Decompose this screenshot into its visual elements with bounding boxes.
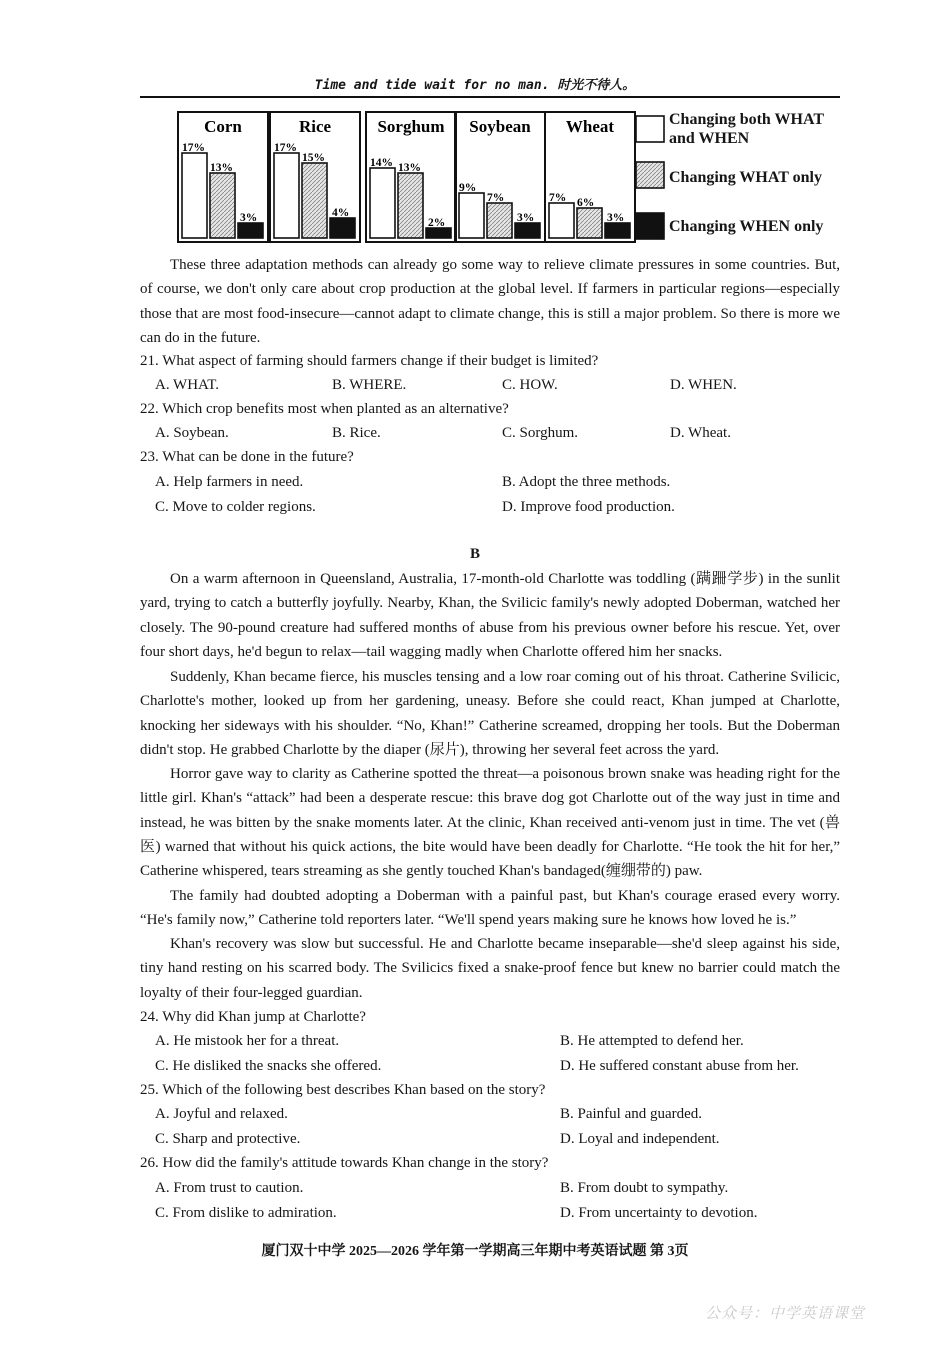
- question-23-stem: 23. What can be done in the future?: [140, 449, 354, 465]
- panel-title-sorghum: Sorghum: [377, 117, 445, 136]
- bar-label-rice-series-1: 17%: [274, 142, 297, 154]
- bar-label-sorghum-series-1: 14%: [370, 157, 393, 169]
- bar-sorghum-series-3: [426, 228, 451, 238]
- question-26-stem: 26. How did the family's attitude towards Khan change in the story?: [140, 1155, 549, 1171]
- bar-rice-series-3: [330, 218, 355, 238]
- question-25-stem: 25. Which of the following best describes Khan based on the story?: [140, 1082, 546, 1098]
- question-25-option-a[interactable]: A. Joyful and relaxed.: [155, 1106, 288, 1122]
- bar-label-wheat-series-3: 3%: [607, 212, 625, 224]
- passage-b-paragraph-4: The family had doubted adopting a Doberman with a painful past, but Khan's courage erased every worry. “He's family now,” Catherine told reporters later. “We'll spend years making sure he knows how loved he is.”: [140, 888, 840, 929]
- question-21-stem: 21. What aspect of farming should farmers change if their budget is limited?: [140, 353, 599, 369]
- bar-wheat-series-1: [549, 203, 574, 238]
- question-24-option-b[interactable]: B. He attempted to defend her.: [560, 1033, 744, 1049]
- question-26-option-b[interactable]: B. From doubt to sympathy.: [560, 1180, 729, 1196]
- legend-label-when: Changing WHEN only: [669, 218, 824, 235]
- section-b-heading: B: [469, 546, 480, 562]
- bar-corn-series-2: [210, 173, 235, 238]
- question-21-option-c[interactable]: C. HOW.: [502, 377, 558, 393]
- legend-label-both: Changing both WHAT and WHEN: [669, 111, 824, 147]
- legend-swatch-3: [636, 213, 664, 239]
- panel-title-wheat: Wheat: [565, 117, 615, 136]
- question-21-option-a[interactable]: A. WHAT.: [155, 377, 220, 393]
- bar-rice-series-1: [274, 153, 299, 238]
- legend-swatch-1: [636, 116, 664, 142]
- bar-rice-series-2: [302, 163, 327, 238]
- passage-b-paragraph-2: Suddenly, Khan became fierce, his muscles tensing and a low roar coming out of his throat. Catherine Svilicic, Charlotte's mother, looked up from her gardening, uneasy. Before she could react, Khan jumped at Charlotte, knocking her sideways with his shoulder. “No, Khan!” Catherine screamed, dropping her tools. But the Doberman didn't stop. He grabbed Charlotte by the diaper (尿片), throwing her several feet across the yard.: [140, 669, 840, 758]
- bar-label-rice-series-3: 4%: [332, 207, 350, 219]
- question-26-option-d[interactable]: D. From uncertainty to devotion.: [560, 1205, 758, 1221]
- bar-label-wheat-series-2: 6%: [577, 197, 595, 209]
- bar-label-sorghum-series-3: 2%: [428, 217, 446, 229]
- question-23-option-a[interactable]: A. Help farmers in need.: [155, 474, 304, 490]
- question-23-option-b[interactable]: B. Adopt the three methods.: [502, 474, 671, 490]
- passage-b-paragraph-3: Horror gave way to clarity as Catherine spotted the threat—a poisonous brown snake was heading right for the little girl. Khan's “attack” had been a desperate rescue: this brave dog got Charlotte out of the way just in time and instead, he was bitten by the snake moments later. At the clinic, Khan received anti-venom just in time. The vet (兽医) warned that without his quick actions, the bite would have been deadly for Charlotte. “He took the hit for her,” Catherine whispered, tears streaming as she gently touched Khan's bandaged(缠绷带的) paw.: [140, 766, 840, 880]
- question-26-option-a[interactable]: A. From trust to caution.: [155, 1180, 304, 1196]
- bar-label-rice-series-2: 15%: [302, 152, 325, 164]
- question-24-option-c[interactable]: C. He disliked the snacks she offered.: [155, 1058, 382, 1074]
- bar-label-soybean-series-2: 7%: [487, 192, 505, 204]
- bar-sorghum-series-2: [398, 173, 423, 238]
- legend-label-what: Changing WHAT only: [669, 169, 822, 186]
- question-26-option-c[interactable]: C. From dislike to admiration.: [155, 1205, 337, 1221]
- passage-a-paragraph: These three adaptation methods can already go some way to relieve climate pressures in some countries. But, of course, we don't only care about crop production at the global level. If farmers in particular regions—especially those that are most food-insecure—cannot adapt to climate change, this is still a major problem. So there is more we can do in the future.: [140, 257, 840, 346]
- panel-title-corn: Corn: [204, 117, 242, 136]
- question-21-option-d[interactable]: D. WHEN.: [670, 377, 737, 393]
- question-24-option-a[interactable]: A. He mistook her for a threat.: [155, 1033, 340, 1049]
- bar-label-corn-series-1: 17%: [182, 142, 205, 154]
- question-24-option-d[interactable]: D. He suffered constant abuse from her.: [560, 1058, 799, 1074]
- panel-title-rice: Rice: [298, 117, 332, 136]
- bar-soybean-series-1: [459, 193, 484, 238]
- question-23-option-c[interactable]: C. Move to colder regions.: [155, 499, 316, 515]
- bar-label-sorghum-series-2: 13%: [398, 162, 421, 174]
- bar-sorghum-series-1: [370, 168, 395, 238]
- question-25-option-d[interactable]: D. Loyal and independent.: [560, 1131, 720, 1147]
- question-25-option-b[interactable]: B. Painful and guarded.: [560, 1106, 703, 1122]
- legend-swatch-2: [636, 162, 664, 188]
- question-22-option-c[interactable]: C. Sorghum.: [502, 425, 578, 441]
- bar-soybean-series-3: [515, 223, 540, 238]
- header-motto: Time and tide wait for no man. 时光不待人。: [314, 78, 636, 93]
- passage-b-paragraph-5: Khan's recovery was slow but successful. He and Charlotte became inseparable—she'd sleep against his side, tiny hand resting on his scarred body. The Svilicics fixed a snake-proof fence but knew no barrier could match the loyalty of their four-legged guardian.: [140, 936, 840, 1001]
- bar-corn-series-1: [182, 153, 207, 238]
- bar-wheat-series-3: [605, 223, 630, 238]
- question-25-option-c[interactable]: C. Sharp and protective.: [155, 1131, 301, 1147]
- bar-wheat-series-2: [577, 208, 602, 238]
- bar-soybean-series-2: [487, 203, 512, 238]
- bar-corn-series-3: [238, 223, 263, 238]
- panel-title-soybean: Soybean: [469, 117, 531, 136]
- question-24-stem: 24. Why did Khan jump at Charlotte?: [140, 1009, 366, 1025]
- question-22-option-d[interactable]: D. Wheat.: [670, 425, 731, 441]
- question-21-option-b[interactable]: B. WHERE.: [332, 377, 407, 393]
- bar-label-corn-series-2: 13%: [210, 162, 233, 174]
- question-22-option-b[interactable]: B. Rice.: [332, 425, 381, 441]
- question-22-stem: 22. Which crop benefits most when planted as an alternative?: [140, 401, 509, 417]
- passage-b-paragraph-1: On a warm afternoon in Queensland, Australia, 17-month-old Charlotte was toddling (蹒跚学步) in the sunlit yard, trying to catch a butterfly joyfully. Nearby, Khan, the Svilicic family's newly adopted Doberman, watched her closely. The 90-pound creature had suffered months of abuse from his previous owner before his rescue. Yet, over four short days, he'd begun to relax—tail wagging madly when Charlotte offered him her snacks.: [140, 571, 840, 660]
- bar-label-corn-series-3: 3%: [240, 212, 258, 224]
- bar-label-soybean-series-3: 3%: [517, 212, 535, 224]
- bar-label-soybean-series-1: 9%: [459, 182, 477, 194]
- question-23-option-d[interactable]: D. Improve food production.: [502, 499, 675, 515]
- question-22-option-a[interactable]: A. Soybean.: [155, 425, 229, 441]
- page-footer: 厦门双十中学 2025—2026 学年第一学期高三年期中考英语试题 第 3页: [261, 1244, 689, 1259]
- bar-label-wheat-series-1: 7%: [549, 192, 567, 204]
- watermark: 公众号：中学英语课堂: [705, 1306, 866, 1322]
